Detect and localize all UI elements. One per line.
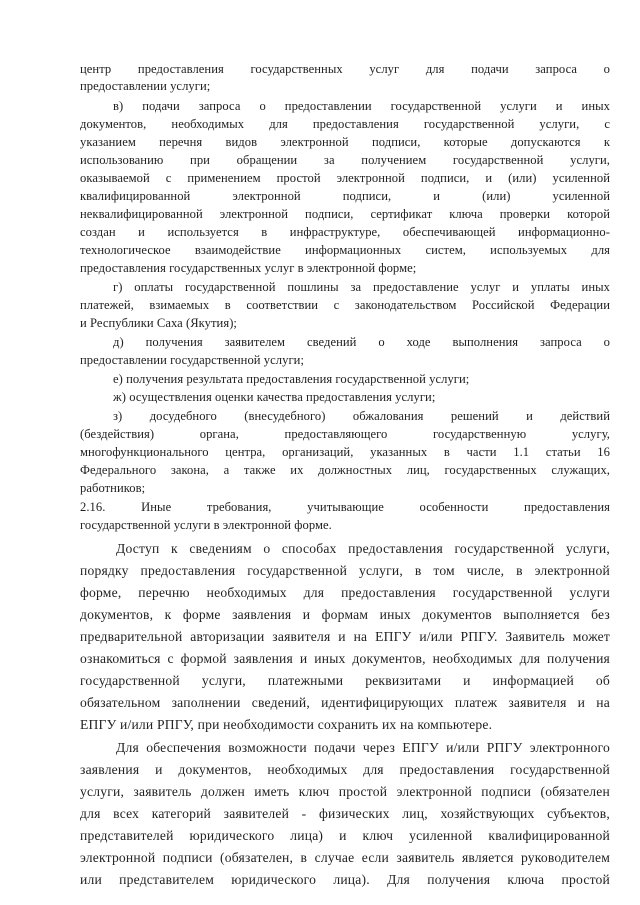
text-line: ЕПГУ и/или РПГУ, при необходимости сохранить их на компьютере. [80, 717, 493, 732]
text-line: (бездействия) органа, предоставляющего государственную услугу, [80, 427, 610, 441]
text-line: з) досудебного (внесудебного) обжалования решений и действий [113, 409, 610, 423]
text-line: неквалифицированной электронной подписи, сертификат ключа проверки которой [80, 207, 610, 221]
text-line: создан и используется в инфраструктуре, обеспечивающей информационно- [80, 225, 610, 239]
text-line: предварительной авторизации заявителя и на ЕПГУ и/или РПГУ. Заявитель может [80, 629, 610, 644]
text-line: д) получения заявителем сведений о ходе выполнения запроса о [113, 335, 610, 349]
text-line: квалифицированной электронной подписи, и (или) усиленной [80, 189, 610, 203]
text-line: электронной подписи (обязателен, в случае если заявитель является руководителем [80, 850, 610, 865]
text-line: порядку предоставления государственной услуги, в том числе, в электронной [80, 563, 610, 578]
text-line: Федерального закона, а также их должностных лиц, государственных служащих, [80, 463, 610, 477]
text-line: в) подачи запроса о предоставлении государственной услуги и иных [113, 99, 610, 113]
text-line: Для обеспечения возможности подачи через ЕПГУ и/или РПГУ электронного [116, 740, 610, 755]
text-line: многофункционального центра, организаций, указанных в части 1.1 статьи 16 [80, 445, 610, 459]
text-line: документов, к форме заявления и формам иных документов выполняется без [80, 607, 610, 622]
text-line: предоставлении услуги; [80, 79, 211, 93]
text-line: заявления и документов, необходимых для предоставления государственной [80, 762, 610, 777]
text-line: ознакомиться с формой заявления и иных документов, необходимых для получения [80, 651, 610, 666]
text-line: предоставления государственных услуг в электронной форме; [80, 261, 417, 275]
text-line: 2.16. Иные требования, учитывающие особенности предоставления [80, 500, 610, 514]
text-line: форме, перечню необходимых для предоставления государственной услуги [80, 585, 610, 600]
text-line: или представителем юридического лица). Для получения ключа простой [80, 872, 610, 887]
text-line: г) оплаты государственной пошлины за предоставление услуг и уплаты иных [113, 280, 610, 294]
text-line: представителей юридического лица) и ключ усиленной квалифицированной [80, 828, 610, 843]
text-line: использованию при обращении за получением государственной услуги, [80, 153, 610, 167]
text-line: государственной услуги в электронной форме. [80, 518, 332, 532]
text-line: документов, необходимых для предоставления государственной услуги, с [80, 117, 610, 131]
text-line: для всех категорий заявителей - физических лиц, хозяйствующих субъектов, [80, 806, 610, 821]
text-line: государственной услуги, платежными реквизитами и информацией об [80, 673, 610, 688]
text-line: платежей, взимаемых в соответствии с законодательством Российской Федерации [80, 298, 610, 312]
text-line: работников; [80, 481, 146, 495]
text-line: центр предоставления государственных услуг для подачи запроса о [80, 62, 610, 76]
text-line: предоставлении государственной услуги; [80, 353, 305, 367]
text-line: и Республики Саха (Якутия); [80, 316, 237, 330]
text-line: технологическое взаимодействие информационных систем, используемых для [80, 243, 610, 257]
text-line: оказываемой с применением простой электронной подписи, и (или) усиленной [80, 171, 610, 185]
text-line: е) получения результата предоставления государственной услуги; [113, 372, 470, 386]
text-line: услуги, заявитель должен иметь ключ простой электронной подписи (обязателен [80, 784, 610, 799]
text-line: ж) осуществления оценки качества предоставления услуги; [113, 390, 436, 404]
text-line: указанием перечня видов электронной подписи, которые допускаются к [80, 135, 610, 149]
text-line: обязательном заполнении сведений, идентифицирующих платеж заявителя и на [80, 695, 610, 710]
text-line: Доступ к сведениям о способах предоставления государственной услуги, [116, 541, 610, 556]
